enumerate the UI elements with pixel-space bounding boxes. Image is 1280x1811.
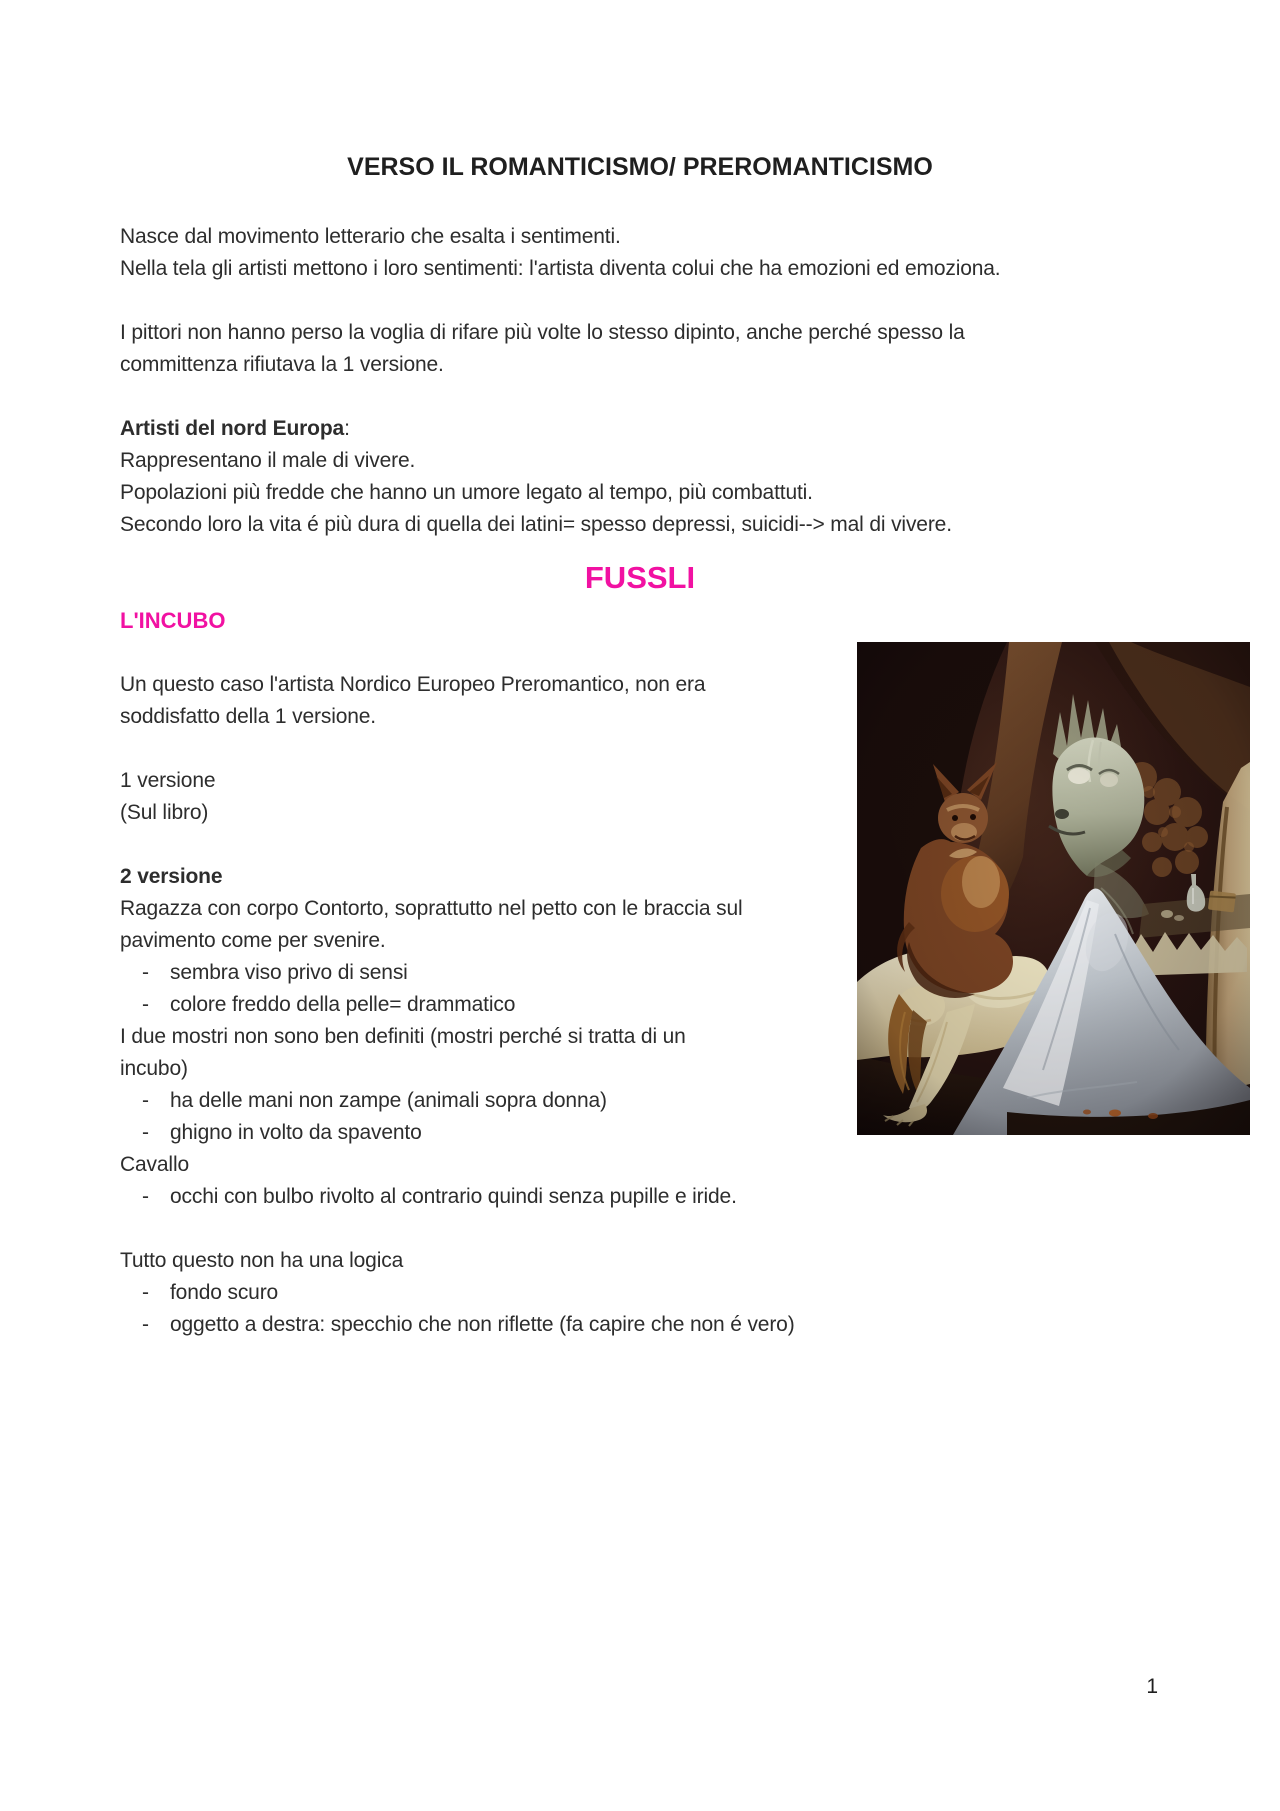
page-title: VERSO IL ROMANTICISMO/ PREROMANTICISMO <box>347 153 933 181</box>
bullet-line <box>120 1181 1160 1213</box>
bullet-text: oggetto a destra: specchio che non riflette (fa capire che non é vero) <box>170 1313 795 1336</box>
vignette-overlay <box>857 642 1250 1135</box>
text-line: Nella tela gli artisti mettono i loro sentimenti: l'artista diventa colui che ha emozioni ed emoziona. <box>120 257 1001 280</box>
heading-suffix: : <box>344 417 350 440</box>
version-1-note: (Sul libro) <box>120 801 209 824</box>
text-line: Rappresentano il male di vivere. <box>120 449 416 472</box>
bullet-dash: - <box>142 1089 149 1112</box>
bullet-text: sembra viso privo di sensi <box>170 961 408 984</box>
blank-line <box>120 189 1160 221</box>
blank-line <box>120 1213 1160 1245</box>
subsection-title-incubo: L'INCUBO <box>120 608 226 633</box>
text-line: Ragazza con corpo Contorto, soprattutto nel petto con le braccia sul <box>120 897 743 920</box>
text-line: pavimento come per svenire. <box>120 929 386 952</box>
blank-line <box>120 381 1160 413</box>
version-2-label: 2 versione <box>120 865 223 888</box>
bullet-dash: - <box>142 1313 149 1336</box>
bullet-text: ghigno in volto da spavento <box>170 1121 422 1144</box>
text-line: soddisfatto della 1 versione. <box>120 705 376 728</box>
text-line: committenza rifiutava la 1 versione. <box>120 353 444 376</box>
bullet-dash: - <box>142 993 149 1016</box>
bullet-dash: - <box>142 961 149 984</box>
text-line: incubo) <box>120 1057 188 1080</box>
text-line: Secondo loro la vita é più dura di quella dei latini= spesso depressi, suicidi--> mal di vivere. <box>120 513 952 536</box>
bullet-text: ha delle mani non zampe (animali sopra donna) <box>170 1089 607 1112</box>
version-1-label: 1 versione <box>120 769 216 792</box>
bullet-text: colore freddo della pelle= drammatico <box>170 993 516 1016</box>
heading-bold-text: Artisti del nord Europa <box>120 417 345 440</box>
bullet-dash: - <box>142 1121 149 1144</box>
bullet-line <box>120 1309 1160 1341</box>
bullet-text: occhi con bulbo rivolto al contrario quindi senza pupille e iride. <box>170 1185 737 1208</box>
cavallo-label: Cavallo <box>120 1153 189 1176</box>
text-line: Nasce dal movimento letterario che esalta i sentimenti. <box>120 225 621 248</box>
text-line: Un questo caso l'artista Nordico Europeo Preromantico, non era <box>120 673 706 696</box>
section-title-fussli: FUSSLI <box>584 560 696 595</box>
text-line: I due mostri non sono ben definiti (mostri perché si tratta di un <box>120 1025 686 1048</box>
section-heading-nord-europa <box>120 413 1160 445</box>
bullet-dash: - <box>142 1185 149 1208</box>
fussli-nightmare-painting <box>857 642 1250 1135</box>
bullet-text: fondo scuro <box>170 1281 279 1304</box>
bullet-dash: - <box>142 1281 149 1304</box>
text-line: I pittori non hanno perso la voglia di rifare più volte lo stesso dipinto, anche perché spesso la <box>120 321 965 344</box>
text-line: Popolazioni più fredde che hanno un umore legato al tempo, più combattuti. <box>120 481 813 504</box>
nightmare-painting-canvas <box>857 642 1250 1135</box>
page-number: 1 <box>1146 1675 1158 1698</box>
text-line: Tutto questo non ha una logica <box>120 1249 404 1272</box>
blank-line <box>120 285 1160 317</box>
bullet-line <box>120 1277 1160 1309</box>
